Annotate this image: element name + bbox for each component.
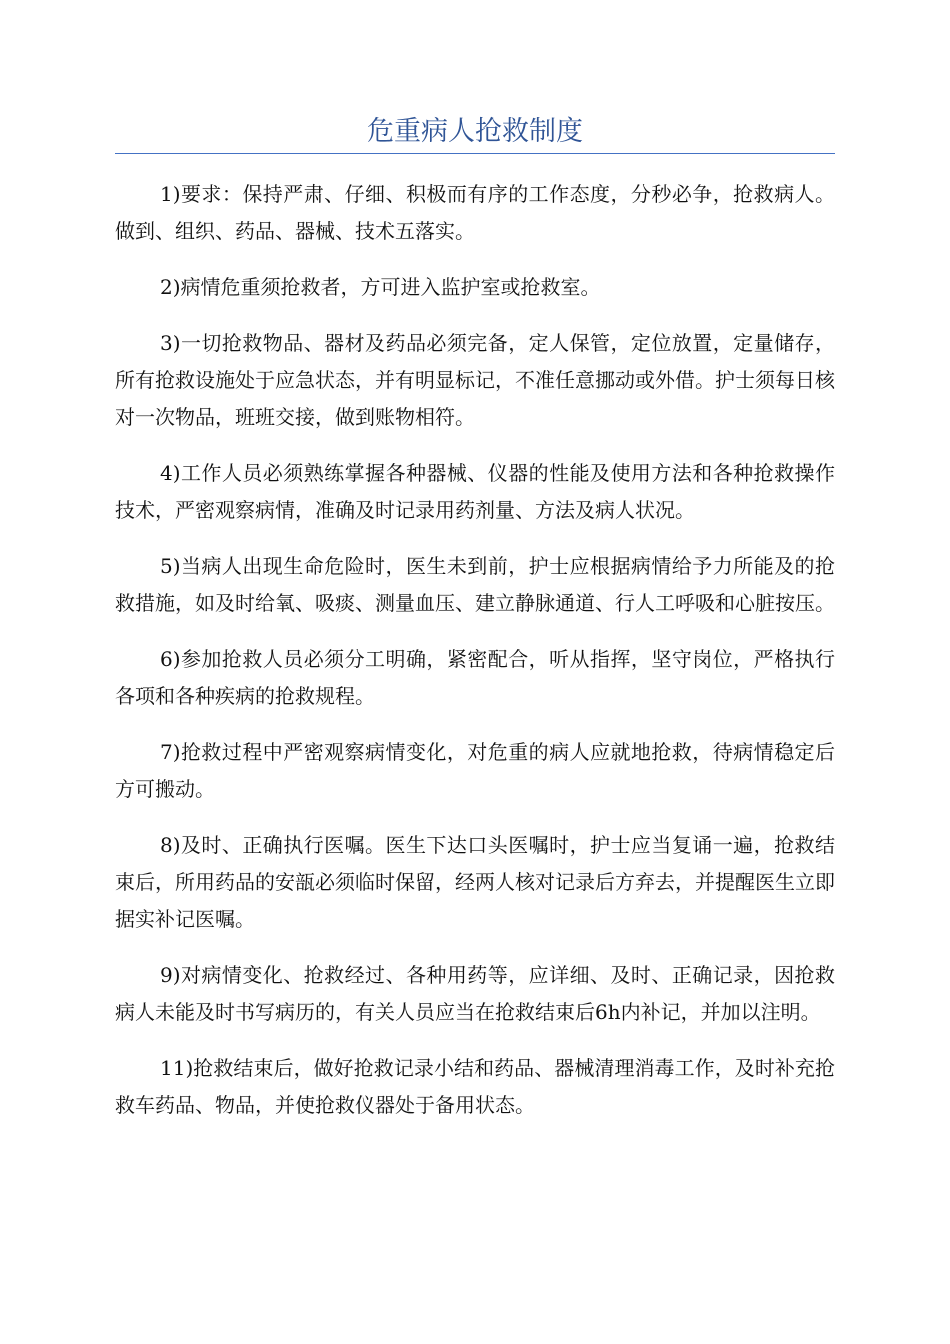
page-title: 危重病人抢救制度	[367, 116, 583, 147]
paragraph-3: 3)一切抢救物品、器材及药品必须完备，定人保管，定位放置，定量储存，所有抢救设施处于应急状态，并有明显标记，不准任意挪动或外借。护士须每日核对一次物品，班班交接，做到账物相符。	[115, 331, 835, 429]
title-divider	[115, 153, 835, 154]
paragraph-8: 8)及时、正确执行医嘱。医生下达口头医嘱时，护士应当复诵一遍，抢救结束后，所用药品的安瓿必须临时保留，经两人核对记录后方弃去，并提醒医生立即据实补记医嘱。	[115, 833, 835, 931]
paragraph-5: 5)当病人出现生命危险时，医生未到前，护士应根据病情给予力所能及的抢救措施，如及时给氧、吸痰、测量血压、建立静脉通道、行人工呼吸和心脏按压。	[115, 554, 835, 615]
paragraph-9: 9)对病情变化、抢救经过、各种用药等，应详细、及时、正确记录，因抢救病人未能及时书写病历的，有关人员应当在抢救结束后6h内补记，并加以注明。	[115, 963, 835, 1024]
paragraph-11: 11)抢救结束后，做好抢救记录小结和药品、器械清理消毒工作，及时补充抢救车药品、物品，并使抢救仪器处于备用状态。	[115, 1056, 835, 1117]
paragraph-7: 7)抢救过程中严密观察病情变化，对危重的病人应就地抢救，待病情稳定后方可搬动。	[115, 740, 835, 801]
paragraph-1: 1)要求：保持严肃、仔细、积极而有序的工作态度，分秒必争，抢救病人。做到、组织、药品、器械、技术五落实。	[115, 182, 835, 243]
paragraph-4: 4)工作人员必须熟练掌握各种器械、仪器的性能及使用方法和各种抢救操作技术，严密观察病情，准确及时记录用药剂量、方法及病人状况。	[115, 461, 835, 522]
paragraph-2: 2)病情危重须抢救者，方可进入监护室或抢救室。	[160, 275, 601, 299]
document-body	[115, 176, 835, 1143]
paragraph-6: 6)参加抢救人员必须分工明确，紧密配合，听从指挥，坚守岗位，严格执行各项和各种疾病的抢救规程。	[115, 647, 835, 708]
